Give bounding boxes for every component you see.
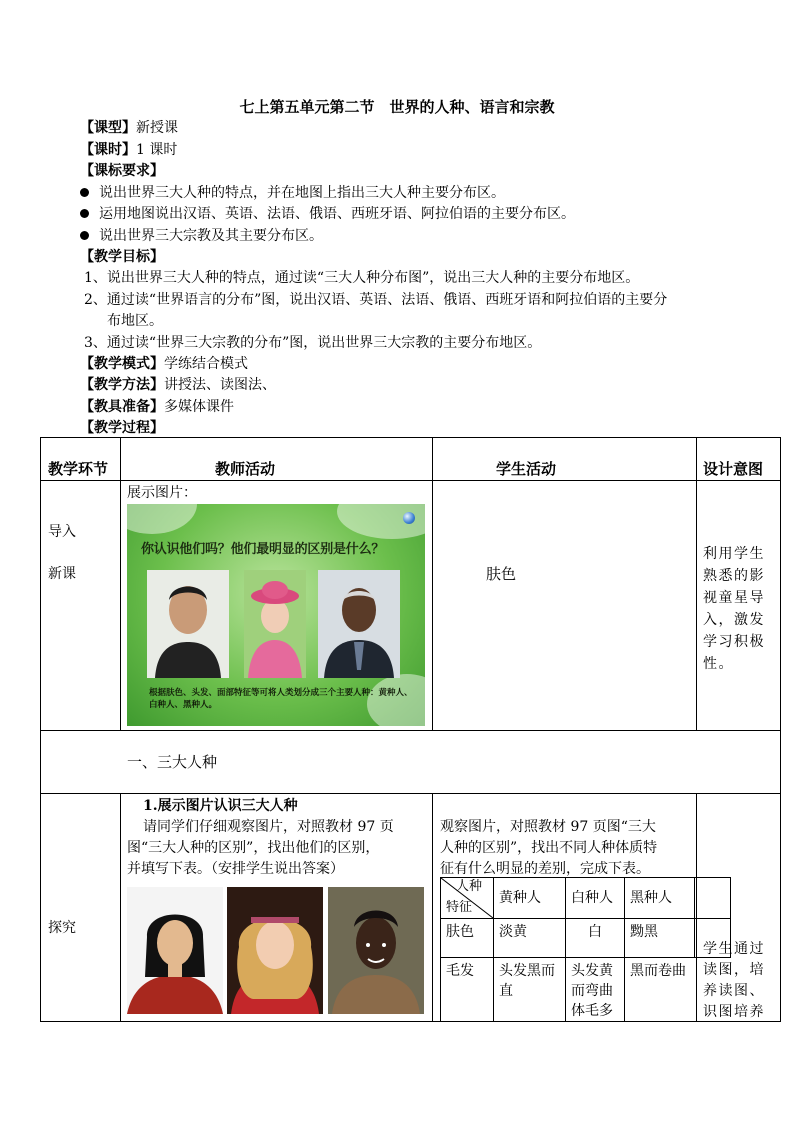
intent-line: 利用学生 — [703, 546, 765, 562]
row-label-skin: 肤色 — [446, 924, 474, 940]
mode-label: 【教学模式】 — [80, 356, 164, 372]
decor-petal — [127, 504, 197, 534]
process-label: 【教学过程】 — [80, 420, 164, 436]
table-border — [696, 793, 697, 1022]
col-white: 白种人 — [571, 890, 613, 906]
tools-value: 多媒体课件 — [164, 399, 234, 415]
col-black: 黑种人 — [630, 890, 672, 906]
teacher-text-line: 请同学们仔细观察图片，对照教材 97 页 — [143, 819, 394, 835]
table-border — [432, 437, 433, 730]
goals-label: 【教学目标】 — [80, 249, 164, 265]
photo-black-girl — [328, 887, 424, 1014]
table-border — [432, 793, 433, 1022]
subtable-border — [493, 877, 494, 1022]
intent-line: 学习积极 — [703, 634, 765, 650]
standard-item — [80, 226, 323, 246]
standard-item — [80, 183, 505, 203]
cell-hair-white — [571, 961, 613, 1021]
bullet-icon — [80, 231, 89, 240]
hours-line — [80, 140, 177, 160]
student-text-line: 人种的区别”，找出不同人种体质特 — [440, 840, 658, 856]
student-instructions — [440, 817, 657, 880]
stage-new: 新课 — [48, 566, 76, 582]
standard-text: 运用地图说出汉语、英语、法语、俄语、西班牙语、阿拉伯语的主要分布区。 — [99, 206, 575, 222]
table-border — [40, 1021, 781, 1022]
lesson-type-line — [80, 118, 178, 138]
intent-line: 入，激发 — [703, 612, 765, 628]
section-title-races: 一、三大人种 — [127, 753, 218, 771]
intro-banner-image — [127, 504, 425, 726]
standard-item — [80, 204, 575, 224]
intent-line: 养读图、 — [703, 983, 765, 999]
bullet-icon — [80, 188, 89, 197]
goal-3: 3、通过读“世界三大宗教的分布”图，说出世界三大宗教的主要分布地区。 — [84, 335, 542, 351]
lesson-type-value: 新授课 — [136, 120, 178, 136]
intent-line: 学生通过 — [703, 941, 765, 957]
intent-line: 识图培养 — [703, 1004, 765, 1020]
teacher-text-line: 并填写下表。（安排学生说出答案） — [127, 861, 344, 877]
header-teacher: 教师活动 — [215, 460, 276, 478]
intent-line: 读图，培 — [703, 962, 765, 978]
subtable-border — [440, 957, 731, 958]
table-border — [40, 480, 781, 481]
subtable-border — [440, 918, 731, 919]
cell-skin-white: 白 — [588, 924, 602, 940]
teacher-heading: 1.展示图片认识三大人种 — [143, 798, 298, 814]
col-yellow: 黄种人 — [499, 890, 541, 906]
student-text-line: 征有什么明显的差别，完成下表。 — [440, 861, 650, 877]
bullet-icon — [80, 209, 89, 218]
teacher-show-image: 展示图片： — [127, 485, 197, 501]
subtable-border — [565, 877, 566, 1022]
student-text-line: 观察图片，对照教材 97 页图“三大 — [440, 819, 656, 835]
subtable-border — [624, 877, 625, 1022]
cell-hair-yellow — [499, 961, 555, 1001]
table-border — [120, 437, 121, 730]
hours-value: 1 课时 — [136, 142, 178, 158]
hours-label: 【课时】 — [80, 142, 136, 158]
table-border — [780, 437, 781, 1022]
cell-line: 直 — [499, 983, 513, 999]
teacher-text-line: 图“三大人种的区别”，找出他们的区别， — [127, 840, 380, 856]
document-title: 七上第五单元第二节 世界的人种、语言和宗教 — [239, 98, 555, 116]
portrait-man-2 — [318, 570, 400, 678]
intent-text — [703, 543, 775, 675]
cell-skin-black: 黝黑 — [630, 924, 658, 940]
banner-caption: 根据肤色、头发、面部特征等可将人类划分成三个主要人种：黄种人、白种人、黑种人。 — [149, 688, 413, 710]
mode-value: 学练结合模式 — [164, 356, 248, 372]
standard-text: 说出世界三大人种的特点，并在地图上指出三大人种主要分布区。 — [99, 185, 505, 201]
row-label-hair: 毛发 — [446, 963, 474, 979]
goal-1: 1、说出世界三大人种的特点，通过读“三大人种分布图”，说出三大人种的主要分布地区。 — [84, 270, 640, 286]
mode-line — [80, 354, 248, 374]
stage-intro: 导入 — [48, 524, 76, 540]
intent-text-explore — [703, 939, 765, 1023]
standards-label: 【课标要求】 — [80, 163, 164, 179]
method-line — [80, 375, 276, 395]
table-border — [120, 793, 121, 1022]
standard-text: 说出世界三大宗教及其主要分布区。 — [99, 228, 323, 244]
photo-asian-woman — [127, 887, 223, 1014]
method-value: 讲授法、读图法、 — [164, 377, 276, 393]
header-stage: 教学环节 — [48, 460, 109, 478]
cell-line: 头发黑而 — [499, 963, 555, 979]
portrait-man-1 — [147, 570, 229, 678]
header-intent: 设计意图 — [703, 460, 764, 478]
method-label: 【教学方法】 — [80, 377, 164, 393]
stage-explore: 探究 — [48, 920, 76, 936]
intent-line: 性。 — [703, 656, 734, 672]
cell-line: 头发黄 — [571, 963, 613, 979]
tools-line — [80, 397, 234, 417]
intent-line: 视童星导 — [703, 590, 765, 606]
photo-white-woman — [227, 887, 323, 1014]
table-border — [696, 437, 697, 730]
table-border — [40, 437, 781, 438]
banner-question: 你认识他们吗？他们最明显的区别是什么？ — [141, 542, 385, 557]
teacher-instructions — [127, 817, 394, 880]
portrait-woman-queen — [244, 570, 306, 678]
cell-skin-yellow: 淡黄 — [499, 924, 527, 940]
goal-2: 2、通过读“世界语言的分布”图，说出汉语、英语、法语、俄语、西班牙语和阿拉伯语的主要分 — [84, 292, 668, 308]
header-student: 学生活动 — [496, 460, 557, 478]
corner-feature: 特征 — [446, 900, 473, 915]
intent-line: 熟悉的影 — [703, 568, 765, 584]
globe-icon — [403, 512, 415, 524]
cell-line: 而弯曲 — [571, 983, 613, 999]
corner-race: 人种 — [456, 879, 483, 894]
cell-hair-black: 黑而卷曲 — [630, 963, 686, 979]
table-border — [40, 437, 41, 1022]
cell-line: 体毛多 — [571, 1003, 613, 1019]
student-answer-skin: 肤色 — [486, 565, 517, 583]
goal-2-continued: 布地区。 — [107, 313, 163, 329]
table-border — [40, 730, 781, 731]
lesson-type-label: 【课型】 — [80, 120, 136, 136]
table-border — [40, 793, 781, 794]
tools-label: 【教具准备】 — [80, 399, 164, 415]
subtable-border — [694, 877, 695, 957]
